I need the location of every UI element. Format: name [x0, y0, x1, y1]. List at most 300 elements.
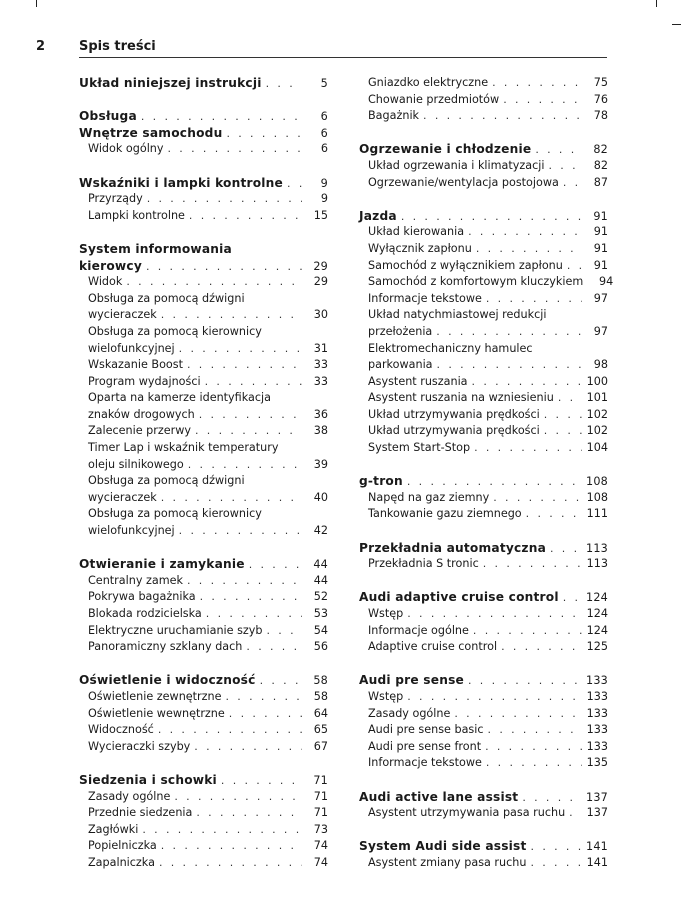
toc-entry-label: Obsługa za pomocą kierownicy: [88, 507, 262, 521]
toc-entry[interactable]: [79, 722, 328, 739]
toc-entry[interactable]: [79, 191, 328, 208]
toc-chapter[interactable]: [79, 75, 328, 92]
toc-page-number: 6: [320, 110, 328, 124]
toc-entry-label: Pokrywa bagażnika: [88, 590, 196, 604]
toc-entry[interactable]: [79, 639, 328, 656]
dot-leader: [260, 673, 302, 690]
toc-entry-line1: [79, 241, 328, 258]
toc-entry-label: Program wydajności: [88, 374, 201, 388]
toc-entry-label: Oświetlenie zewnętrzne: [88, 689, 222, 703]
dot-leader: [179, 523, 302, 540]
toc-entry[interactable]: [359, 374, 608, 391]
toc-entry-label: Układ kierowania: [368, 225, 465, 239]
toc-page-number: 53: [313, 607, 328, 620]
dot-leader: [474, 440, 582, 457]
toc-entry[interactable]: [79, 457, 328, 474]
dot-leader: [168, 141, 302, 158]
dot-leader: [454, 706, 582, 723]
toc-page-number: 91: [593, 209, 608, 223]
toc-page-number: 133: [586, 723, 608, 737]
toc-entry-label: Oświetlenie i widoczność: [79, 673, 256, 688]
toc-page-number: 42: [313, 524, 328, 538]
toc-entry-label: Adaptive cruise control: [368, 640, 498, 654]
toc-entry-label: przełożenia: [368, 324, 433, 338]
toc-entry[interactable]: [79, 739, 328, 756]
dot-leader: [531, 839, 582, 856]
toc-page-number: 74: [313, 839, 328, 853]
dot-leader: [407, 474, 582, 491]
toc-entry-label: Wnętrze samochodu: [79, 125, 223, 140]
dot-leader: [141, 109, 302, 126]
dot-leader: [161, 838, 302, 855]
toc-chapter[interactable]: [79, 258, 328, 275]
toc-entry-label: System Start-Stop: [368, 441, 471, 455]
dot-leader: [501, 639, 582, 656]
toc-entry-label: Przekładnia automatyczna: [359, 540, 547, 555]
toc-entry-label: Wskazanie Boost: [88, 358, 183, 372]
toc-entry-label: Przyrządy: [88, 192, 143, 206]
toc-page-number: 137: [586, 806, 608, 820]
dot-leader: [488, 722, 582, 739]
toc-entry-label: Obsługa za pomocą dźwigni: [88, 474, 245, 488]
toc-entry[interactable]: [79, 423, 328, 440]
toc-entry-label: oleju silnikowego: [88, 457, 184, 471]
toc-page-number: 98: [593, 358, 608, 372]
toc-entry[interactable]: [359, 75, 608, 92]
toc-chapter[interactable]: [359, 141, 608, 158]
toc-entry-label: Układ utrzymywania prędkości: [368, 407, 540, 421]
toc-entry-label: Zapalniczka: [88, 855, 155, 869]
toc-entry-label: Otwieranie i zamykanie: [79, 557, 245, 572]
toc-page-number: 56: [313, 640, 328, 654]
toc-chapter[interactable]: [79, 556, 328, 573]
toc-page-number: 124: [586, 623, 608, 637]
toc-page-number: 15: [313, 208, 328, 222]
toc-entry-label: Obsługa za pomocą kierownicy: [88, 324, 262, 338]
page-number: 2: [36, 39, 46, 54]
toc-page-number: 111: [586, 507, 608, 521]
toc-entry-label: Informacje ogólne: [368, 623, 469, 637]
toc-entry[interactable]: [359, 556, 608, 573]
toc-entry[interactable]: [359, 639, 608, 656]
toc-entry-label: Informacje tekstowe: [368, 291, 482, 305]
toc-entry[interactable]: [79, 341, 328, 358]
toc-entry[interactable]: [79, 307, 328, 324]
toc-entry-line1: [79, 440, 328, 457]
toc-page-number: 58: [313, 674, 328, 688]
dot-leader: [287, 176, 302, 193]
toc-page-number: 141: [586, 840, 608, 854]
toc-entry[interactable]: [359, 258, 608, 275]
toc-entry-label: Elektryczne uruchamianie szyb: [88, 623, 263, 637]
dot-leader: [267, 623, 303, 640]
toc-entry-label: Układ utrzymywania prędkości: [368, 424, 540, 438]
dot-leader: [195, 423, 302, 440]
toc-entry-label: Ogrzewanie i chłodzenie: [359, 142, 532, 157]
toc-entry[interactable]: [79, 838, 328, 855]
dot-leader: [407, 606, 582, 623]
toc-entry-label: Elektromechaniczny hamulec: [368, 341, 533, 355]
toc-chapter[interactable]: [79, 772, 328, 789]
toc-entry[interactable]: [359, 407, 608, 424]
dot-leader: [503, 92, 582, 109]
toc-entry-label: Ogrzewanie/wentylacja postojowa: [368, 175, 559, 189]
dot-leader: [569, 805, 582, 822]
toc-entry[interactable]: [79, 274, 328, 291]
toc-page-number: 137: [586, 790, 608, 804]
toc-entry-label: g-tron: [359, 474, 403, 489]
crop-mark-right: [672, 24, 681, 25]
toc-page-number: 113: [586, 541, 608, 555]
toc-entry-line1: [79, 506, 328, 523]
toc-entry[interactable]: [359, 357, 608, 374]
dot-leader: [526, 506, 582, 523]
toc-entry[interactable]: [359, 722, 608, 739]
toc-chapter[interactable]: [79, 672, 328, 689]
toc-entry-label: wycieraczek: [88, 490, 157, 504]
toc-entry-label: Bagażnik: [368, 109, 420, 123]
crop-mark-top-left: [36, 0, 37, 7]
dot-leader: [567, 258, 582, 275]
toc-page-number: 124: [586, 591, 608, 605]
toc-page-number: 91: [593, 241, 608, 255]
toc-entry-label: Zagłówki: [88, 822, 139, 836]
dot-leader: [535, 142, 582, 159]
toc-page-number: 125: [586, 640, 608, 654]
dot-leader: [226, 689, 302, 706]
toc-entry[interactable]: [79, 706, 328, 723]
toc-page-number: 101: [586, 391, 608, 405]
toc-entry-label: Oświetlenie wewnętrzne: [88, 706, 225, 720]
toc-column-left: [79, 75, 328, 872]
toc-entry[interactable]: [359, 241, 608, 258]
toc-page-number: 97: [593, 324, 608, 338]
toc-page-number: 82: [593, 158, 608, 172]
toc-entry[interactable]: [79, 374, 328, 391]
toc-page-number: 102: [586, 424, 608, 438]
toc-page-number: 97: [593, 291, 608, 305]
toc-entry[interactable]: [359, 224, 608, 241]
toc-entry-label: Wycieraczki szyby: [88, 739, 191, 753]
toc-page-number: 102: [586, 407, 608, 421]
dot-leader: [142, 822, 302, 839]
toc-page-number: 141: [586, 855, 608, 869]
toc-page-number: 108: [586, 490, 608, 504]
dot-leader: [187, 573, 302, 590]
toc-entry[interactable]: [359, 175, 608, 192]
toc-entry-label: Widok: [88, 275, 123, 289]
toc-page-number: 71: [313, 789, 328, 803]
toc-chapter[interactable]: [359, 672, 608, 689]
toc-entry-label: Asystent ruszania: [368, 374, 468, 388]
dot-leader: [161, 307, 302, 324]
page-title: Spis treści: [79, 39, 156, 54]
toc-entry[interactable]: [359, 706, 608, 723]
toc-entry-label: znaków drogowych: [88, 407, 195, 421]
toc-entry-label: Centralny zamek: [88, 573, 183, 587]
toc-chapter[interactable]: [359, 789, 608, 806]
toc-chapter[interactable]: [79, 108, 328, 125]
toc-entry[interactable]: [359, 274, 614, 291]
toc-entry-label: Samochód z wyłącznikiem zapłonu: [368, 258, 563, 272]
toc-entry-line1: [79, 473, 328, 490]
toc-page-number: 74: [313, 855, 328, 869]
toc-entry[interactable]: [79, 623, 328, 640]
toc-entry-label: Obsługa za pomocą dźwigni: [88, 291, 245, 305]
dot-leader: [196, 805, 302, 822]
toc-entry-label: Układ ogrzewania i klimatyzacji: [368, 158, 545, 172]
toc-entry-label: Blokada rodzicielska: [88, 607, 202, 620]
toc-entry[interactable]: [79, 357, 328, 374]
toc-entry-label: Audi active lane assist: [359, 789, 519, 804]
toc-page-number: 91: [593, 258, 608, 272]
toc-chapter[interactable]: [359, 473, 608, 490]
toc-page-number: 52: [313, 590, 328, 604]
toc-page-number: 76: [593, 92, 608, 106]
toc-entry-label: Gniazdko elektryczne: [368, 76, 489, 89]
toc-entry-label: Asystent utrzymywania pasa ruchu: [368, 806, 566, 820]
toc-page-number: 6: [320, 126, 328, 140]
toc-entry[interactable]: [359, 506, 608, 523]
dot-leader: [126, 274, 302, 291]
toc-entry-label: Audi pre sense basic: [368, 723, 484, 737]
toc-page-number: 133: [586, 739, 608, 753]
toc-entry-label: Asystent zmiany pasa ruchu: [368, 855, 527, 869]
toc-entry-label: Zasady ogólne: [368, 706, 451, 720]
dot-leader: [468, 673, 582, 690]
toc-entry[interactable]: [79, 407, 328, 424]
toc-entry-label: Układ natychmiastowej redukcji: [368, 308, 547, 322]
toc-entry[interactable]: [79, 789, 328, 806]
toc-entry-label: Wyłącznik zapłonu: [368, 241, 472, 255]
toc-entry-label: Tankowanie gazu ziemnego: [368, 507, 522, 521]
dot-leader: [249, 557, 302, 574]
toc-entry-label: Audi adaptive cruise control: [359, 590, 559, 605]
toc-page-number: 58: [313, 689, 328, 703]
dot-leader: [549, 158, 583, 175]
dot-leader: [437, 357, 582, 374]
toc-page-number: 91: [593, 225, 608, 239]
toc-entry[interactable]: [79, 805, 328, 822]
toc-entry-label: Popielniczka: [88, 839, 157, 853]
toc-entry[interactable]: [359, 739, 608, 756]
dot-leader: [205, 374, 302, 391]
dot-leader: [158, 722, 302, 739]
toc-page-number: 78: [593, 109, 608, 123]
toc-page-number: 104: [586, 441, 608, 455]
dot-leader: [401, 209, 582, 226]
toc-page-number: 135: [586, 756, 608, 770]
dot-leader: [187, 357, 302, 374]
dot-leader: [544, 407, 582, 424]
dot-leader: [476, 241, 582, 258]
toc-page-number: 133: [586, 689, 608, 703]
toc-entry[interactable]: [359, 755, 608, 772]
page-header: [0, 36, 681, 60]
toc-page-number: 100: [586, 374, 608, 388]
toc-entry-label: System Audi side assist: [359, 839, 527, 854]
toc-page-number: 40: [313, 490, 328, 504]
toc-chapter[interactable]: [79, 125, 328, 142]
toc-entry-label: Zasady ogólne: [88, 789, 171, 803]
dot-leader: [221, 773, 302, 790]
toc-entry-label: parkowania: [368, 358, 433, 372]
toc-entry[interactable]: [359, 805, 608, 822]
toc-entry-label: kierowcy: [79, 258, 142, 273]
toc-entry-label: wycieraczek: [88, 308, 157, 322]
dot-leader: [522, 790, 582, 807]
toc-entry[interactable]: [359, 855, 608, 872]
dot-leader: [206, 606, 302, 623]
toc-entry-label: Jazda: [359, 208, 397, 223]
toc-entry-label: Widoczność: [88, 723, 154, 737]
toc-entry[interactable]: [79, 573, 328, 590]
toc-entry[interactable]: [79, 822, 328, 839]
toc-entry[interactable]: [79, 523, 328, 540]
dot-leader: [468, 224, 582, 241]
toc-entry[interactable]: [359, 291, 608, 308]
toc-chapter[interactable]: [79, 175, 328, 192]
dot-leader: [558, 390, 582, 407]
dot-leader: [483, 556, 582, 573]
toc-entry[interactable]: [359, 324, 608, 341]
toc-entry[interactable]: [79, 141, 328, 158]
toc-entry[interactable]: [359, 623, 608, 640]
dot-leader: [159, 855, 302, 872]
toc-page-number: 71: [313, 806, 328, 820]
toc-entry[interactable]: [359, 423, 608, 440]
toc-page-number: 39: [313, 457, 328, 471]
toc-page-number: 75: [593, 76, 608, 89]
toc-entry-label: Układ niniejszej instrukcji: [79, 76, 262, 90]
toc-entry-label: Lampki kontrolne: [88, 208, 185, 222]
toc-page-number: 6: [320, 142, 328, 156]
toc-entry-label: wielofunkcyjnej: [88, 341, 175, 355]
toc-page-number: 133: [586, 706, 608, 720]
toc-page-number: 29: [313, 275, 328, 289]
toc-page-number: 29: [313, 259, 328, 273]
toc-entry-label: Wstęp: [368, 607, 404, 620]
toc-chapter[interactable]: [359, 540, 608, 557]
crop-mark-top-right: [656, 0, 657, 7]
dot-leader: [229, 706, 302, 723]
toc-entry-label: System informowania: [79, 241, 232, 256]
toc-page-number: 124: [586, 607, 608, 620]
toc-entry-label: Widok ogólny: [88, 142, 164, 156]
dot-leader: [179, 341, 302, 358]
dot-leader: [266, 76, 302, 93]
dot-leader: [174, 789, 302, 806]
toc-page-number: 65: [313, 723, 328, 737]
toc-entry[interactable]: [359, 490, 608, 507]
dot-leader: [423, 108, 582, 125]
toc-entry[interactable]: [359, 606, 608, 623]
dot-leader: [563, 175, 582, 192]
toc-entry-label: Audi pre sense front: [368, 739, 482, 753]
toc-page-number: 9: [320, 192, 328, 206]
toc-entry[interactable]: [359, 108, 608, 125]
toc-entry[interactable]: [79, 589, 328, 606]
toc-entry[interactable]: [359, 92, 608, 109]
toc-entry-label: Napęd na gaz ziemny: [368, 490, 490, 504]
toc-entry-line1: [359, 341, 608, 358]
toc-page-number: 44: [313, 558, 328, 572]
toc-entry-line1: [359, 307, 608, 324]
toc-entry[interactable]: [359, 158, 608, 175]
toc-page-number: 87: [593, 175, 608, 189]
toc-entry[interactable]: [79, 208, 328, 225]
toc-entry-label: Panoramiczny szklany dach: [88, 640, 243, 654]
toc-entry[interactable]: [79, 855, 328, 872]
toc-chapter[interactable]: [359, 589, 608, 606]
toc-entry[interactable]: [79, 490, 328, 507]
dot-leader: [473, 623, 582, 640]
dot-leader: [189, 208, 302, 225]
toc-entry-label: Oparta na kamerze identyfikacja: [88, 391, 271, 405]
toc-entry-label: wielofunkcyjnej: [88, 524, 175, 538]
toc-page-number: 38: [313, 424, 328, 438]
toc-page-number: 108: [586, 475, 608, 489]
dot-leader: [486, 755, 582, 772]
toc-page-number: 64: [313, 706, 328, 720]
toc-page-number: 133: [586, 674, 608, 688]
dot-leader: [161, 490, 302, 507]
toc-entry[interactable]: [79, 689, 328, 706]
dot-leader: [493, 490, 582, 507]
toc-entry-label: Chowanie przedmiotów: [368, 92, 500, 106]
toc-entry[interactable]: [359, 390, 608, 407]
toc-entry-label: Asystent ruszania na wzniesieniu: [368, 391, 554, 405]
toc-page-number: 94: [598, 275, 614, 289]
dot-leader: [550, 541, 582, 558]
toc-entry-line1: [79, 291, 328, 308]
toc-page-number: 73: [313, 822, 328, 836]
toc-entry-label: Siedzenia i schowki: [79, 772, 217, 787]
toc-page-number: 31: [313, 341, 328, 355]
dot-leader: [146, 259, 302, 276]
dot-leader: [530, 855, 582, 872]
dot-leader: [246, 639, 302, 656]
dot-leader: [199, 407, 302, 424]
toc-entry-label: Samochód z komfortowym kluczykiem: [368, 275, 584, 289]
toc-page-number: 33: [313, 374, 328, 388]
dot-leader: [226, 126, 302, 143]
toc-page-number: 71: [313, 773, 328, 787]
dot-leader: [472, 374, 582, 391]
toc-entry-label: Wskaźniki i lampki kontrolne: [79, 175, 284, 190]
toc-entry-label: Zalecenie przerwy: [88, 424, 192, 438]
toc-chapter[interactable]: [359, 208, 608, 225]
toc-page-number: 30: [313, 308, 328, 322]
toc-page-number: 54: [313, 623, 328, 637]
dot-leader: [563, 590, 582, 607]
toc-entry-label: Wstęp: [368, 689, 404, 703]
dot-leader: [194, 739, 302, 756]
toc-entry[interactable]: [359, 440, 608, 457]
dot-leader: [200, 589, 302, 606]
toc-page-number: 33: [313, 358, 328, 372]
dot-leader: [147, 191, 302, 208]
dot-leader: [486, 291, 582, 308]
toc-page-number: 36: [313, 407, 328, 421]
toc-page-number: 82: [593, 143, 608, 157]
toc-entry[interactable]: [79, 606, 328, 623]
dot-leader: [407, 689, 582, 706]
toc-page-number: 67: [313, 739, 328, 753]
toc-entry-label: Przednie siedzenia: [88, 806, 193, 820]
toc-chapter[interactable]: [359, 838, 608, 855]
toc-entry[interactable]: [359, 689, 608, 706]
